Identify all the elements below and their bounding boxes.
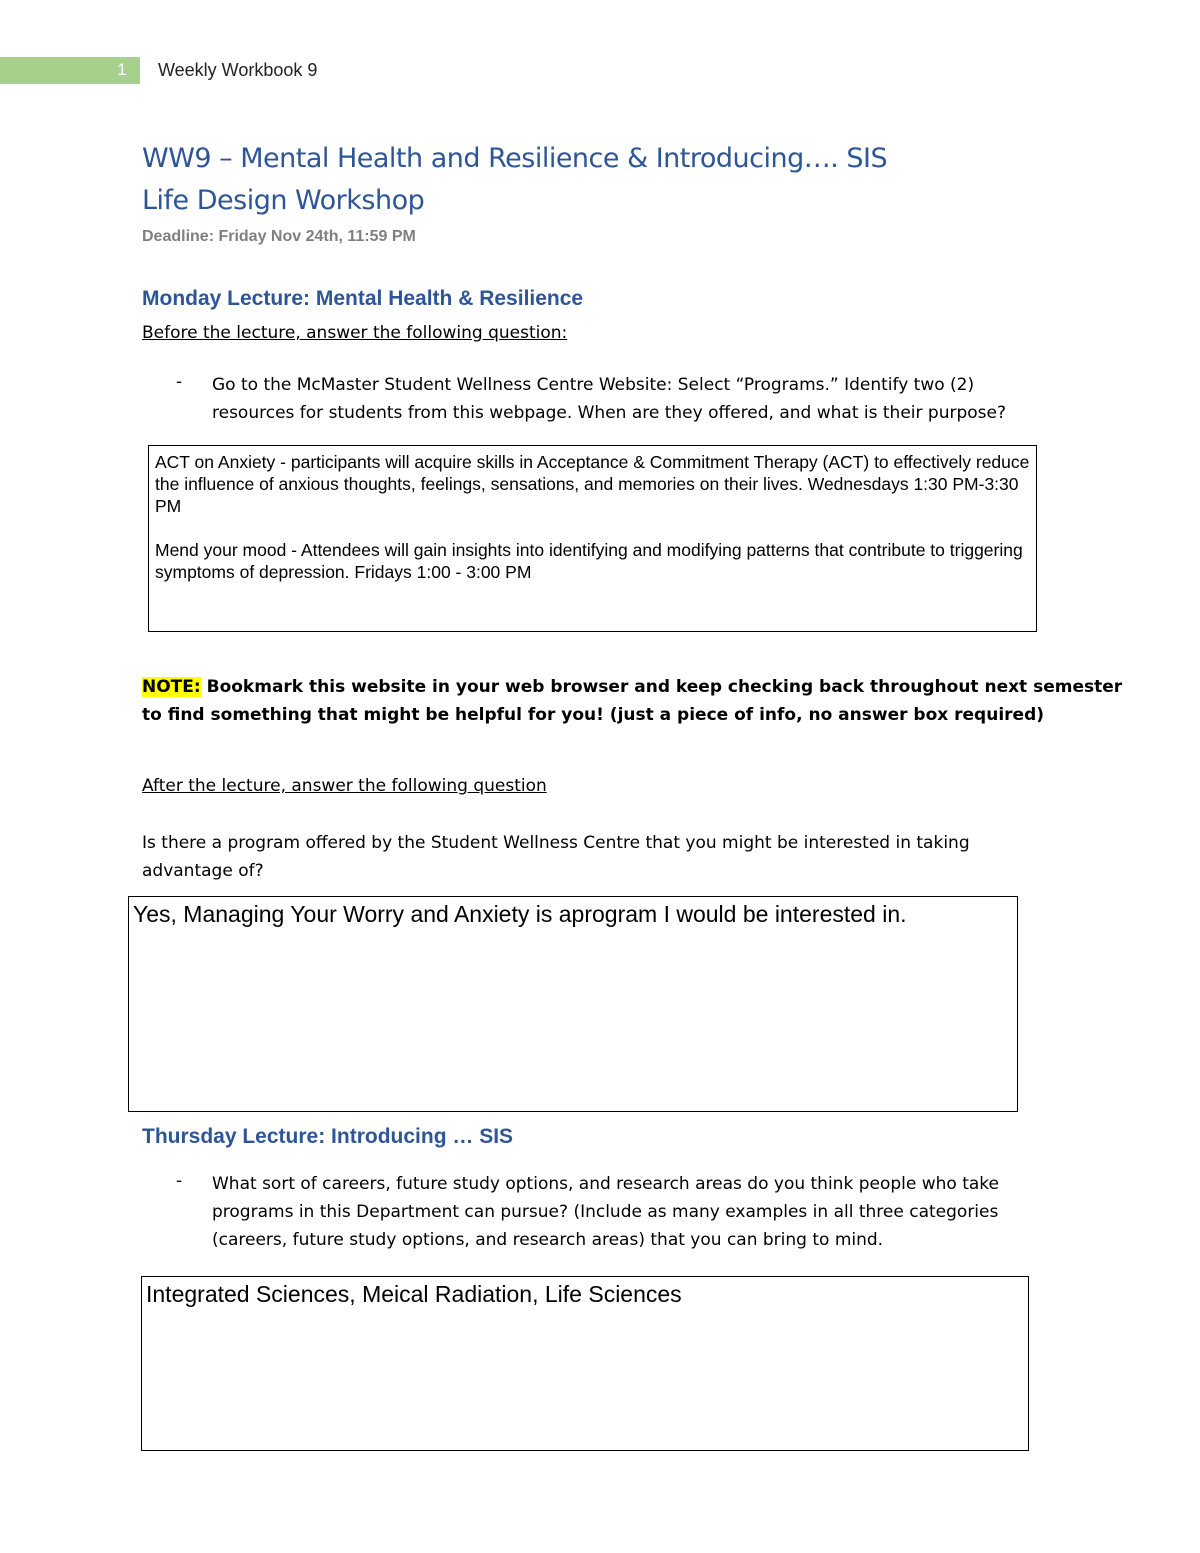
thursday-question-line-1: What sort of careers, future study options, and research areas do you think people who take xyxy=(212,1174,999,1194)
note-line-1 xyxy=(142,673,1122,701)
page-number: 1 xyxy=(117,60,127,79)
bullet-dash: - xyxy=(176,1171,183,1191)
monday-answer-box[interactable] xyxy=(148,445,1037,632)
before-lecture-label: Before the lecture, answer the following question: xyxy=(142,323,568,343)
monday-question-line-1: Go to the McMaster Student Wellness Centre Website: Select “Programs.” Identify two (2) xyxy=(212,375,975,395)
thursday-question-line-3: (careers, future study options, and research areas) that you can bring to mind. xyxy=(212,1230,884,1250)
thursday-answer-box[interactable] xyxy=(141,1276,1029,1451)
document-title: WW9 – Mental Health and Resilience & Introducing…. SIS xyxy=(142,143,888,174)
note-label: NOTE: xyxy=(142,677,201,697)
after-question-line-2: advantage of? xyxy=(142,861,264,881)
answer-paragraph-act-on-anxiety: ACT on Anxiety - participants will acquire skills in Acceptance & Commitment Therapy (ACT) to effectively reduce the influence of anxious thoughts, feelings, sensations, and memories on their lives. Wednesdays 1:30 PM-3:30 PM xyxy=(155,452,1030,516)
thursday-answer-text: Integrated Sciences, Meical Radiation, Life Sciences xyxy=(146,1281,682,1307)
note-line-2: to find something that might be helpful for you! (just a piece of info, no answer box required) xyxy=(142,705,1045,725)
thursday-lecture-heading: Thursday Lecture: Introducing … SIS xyxy=(142,1125,514,1148)
deadline-text: Deadline: Friday Nov 24th, 11:59 PM xyxy=(142,228,416,245)
answer-paragraph-mend-your-mood: Mend your mood - Attendees will gain insights into identifying and modifying patterns that contribute to triggering symptoms of depression. Fridays 1:00 - 3:00 PM xyxy=(155,540,1023,582)
after-answer-text: Yes, Managing Your Worry and Anxiety is aprogram I would be interested in. xyxy=(133,901,907,927)
monday-lecture-heading: Monday Lecture: Mental Health & Resilience xyxy=(142,287,584,310)
bullet-dash: - xyxy=(176,372,183,392)
thursday-question-line-2: programs in this Department can pursue? (Include as many examples in all three categories xyxy=(212,1202,999,1222)
after-question-line-1: Is there a program offered by the Student Wellness Centre that you might be interested in taking xyxy=(142,833,970,853)
monday-question-line-2: resources for students from this webpage. When are they offered, and what is their purpose? xyxy=(212,403,1006,423)
after-lecture-label: After the lecture, answer the following question xyxy=(142,776,547,796)
document-subtitle: Life Design Workshop xyxy=(142,185,425,216)
after-answer-box[interactable] xyxy=(128,896,1018,1112)
note-text-1: Bookmark this website in your web browser and keep checking back throughout next semester xyxy=(200,677,1123,697)
running-header-title: Weekly Workbook 9 xyxy=(158,60,318,80)
